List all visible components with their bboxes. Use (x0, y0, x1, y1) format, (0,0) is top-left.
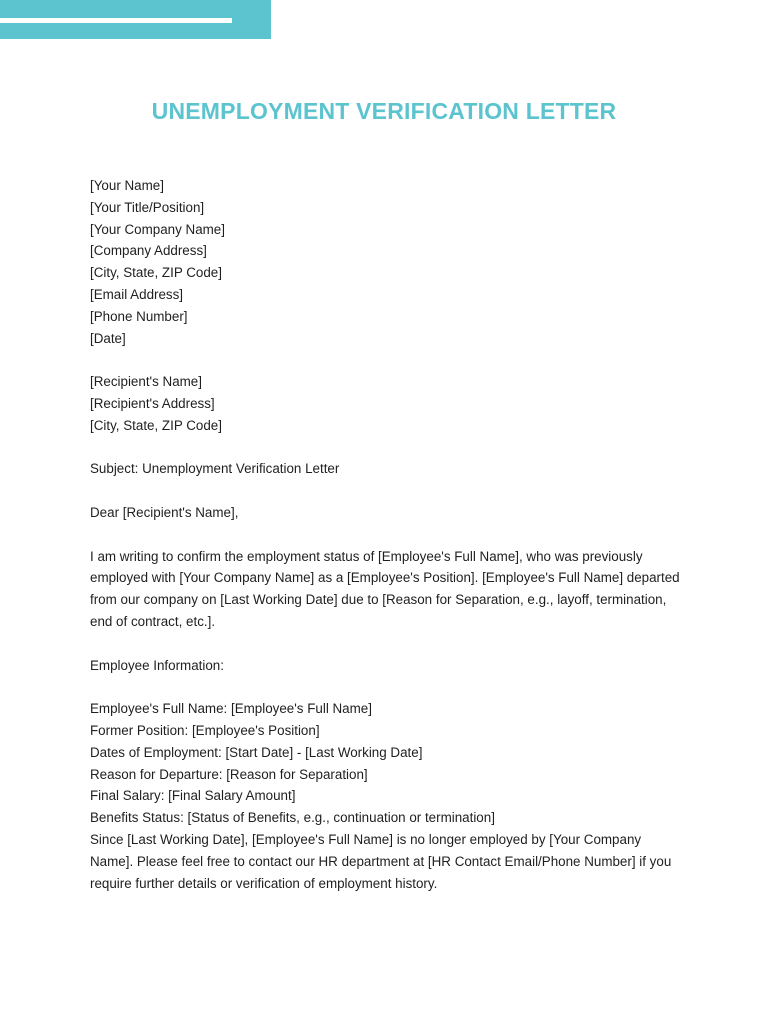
sender-name: [Your Name] (90, 178, 164, 193)
info-item-dates: Dates of Employment: [Start Date] - [Last Working Date] (90, 744, 423, 760)
salutation-text: Dear [Recipient's Name], (90, 504, 239, 520)
header-accent-line (0, 18, 232, 23)
sender-city-state-zip: [City, State, ZIP Code] (90, 265, 222, 281)
recipient-name: [Recipient's Name] (90, 374, 202, 390)
info-item-reason: Reason for Departure: [Reason for Separation] (90, 766, 368, 782)
body-paragraph: I am writing to confirm the employment status of [Employee's Full Name], who was previously employed with [Your Company Name] as a [Employee's Position]. [Employee's Full Name] departed from our company on [Last Working Date] due to [Reason for Separation, e.g., layoff, termination, end of contract, etc.]. (90, 548, 680, 629)
info-item-benefits: Benefits Status: [Status of Benefits, e.g., continuation or termination] (90, 810, 495, 826)
sender-address: [Company Address] (90, 243, 207, 259)
sender-title: [Your Title/Position] (90, 199, 205, 215)
subject-text: Subject: Unemployment Verification Letter (90, 461, 340, 477)
info-heading-block (90, 655, 680, 677)
sender-email: [Email Address] (90, 286, 184, 302)
letter-date: [Date] (90, 330, 126, 346)
subject-line (90, 458, 680, 480)
employee-info-list (90, 698, 680, 829)
info-heading: Employee Information: (90, 657, 224, 673)
info-item-salary: Final Salary: [Final Salary Amount] (90, 788, 296, 804)
header-accent-band (0, 0, 271, 39)
sender-phone: [Phone Number] (90, 308, 188, 324)
salutation (90, 502, 680, 524)
recipient-city-state-zip: [City, State, ZIP Code] (90, 417, 222, 433)
closing-paragraph: Since [Last Working Date], [Employee's Full Name] is no longer employed by [Your Company Name]. Please feel free to contact our HR department at [HR Contact Email/Phone Number] if you require further details or verification of employment history. (90, 831, 672, 891)
sender-block (90, 175, 680, 349)
sender-company: [Your Company Name] (90, 221, 225, 237)
info-item-full-name: Employee's Full Name: [Employee's Full Name] (90, 701, 372, 717)
document-title: UNEMPLOYMENT VERIFICATION LETTER (151, 98, 617, 124)
letter-body (90, 175, 680, 894)
recipient-block (90, 371, 680, 436)
info-item-position: Former Position: [Employee's Position] (90, 722, 320, 738)
recipient-address: [Recipient's Address] (90, 395, 215, 411)
